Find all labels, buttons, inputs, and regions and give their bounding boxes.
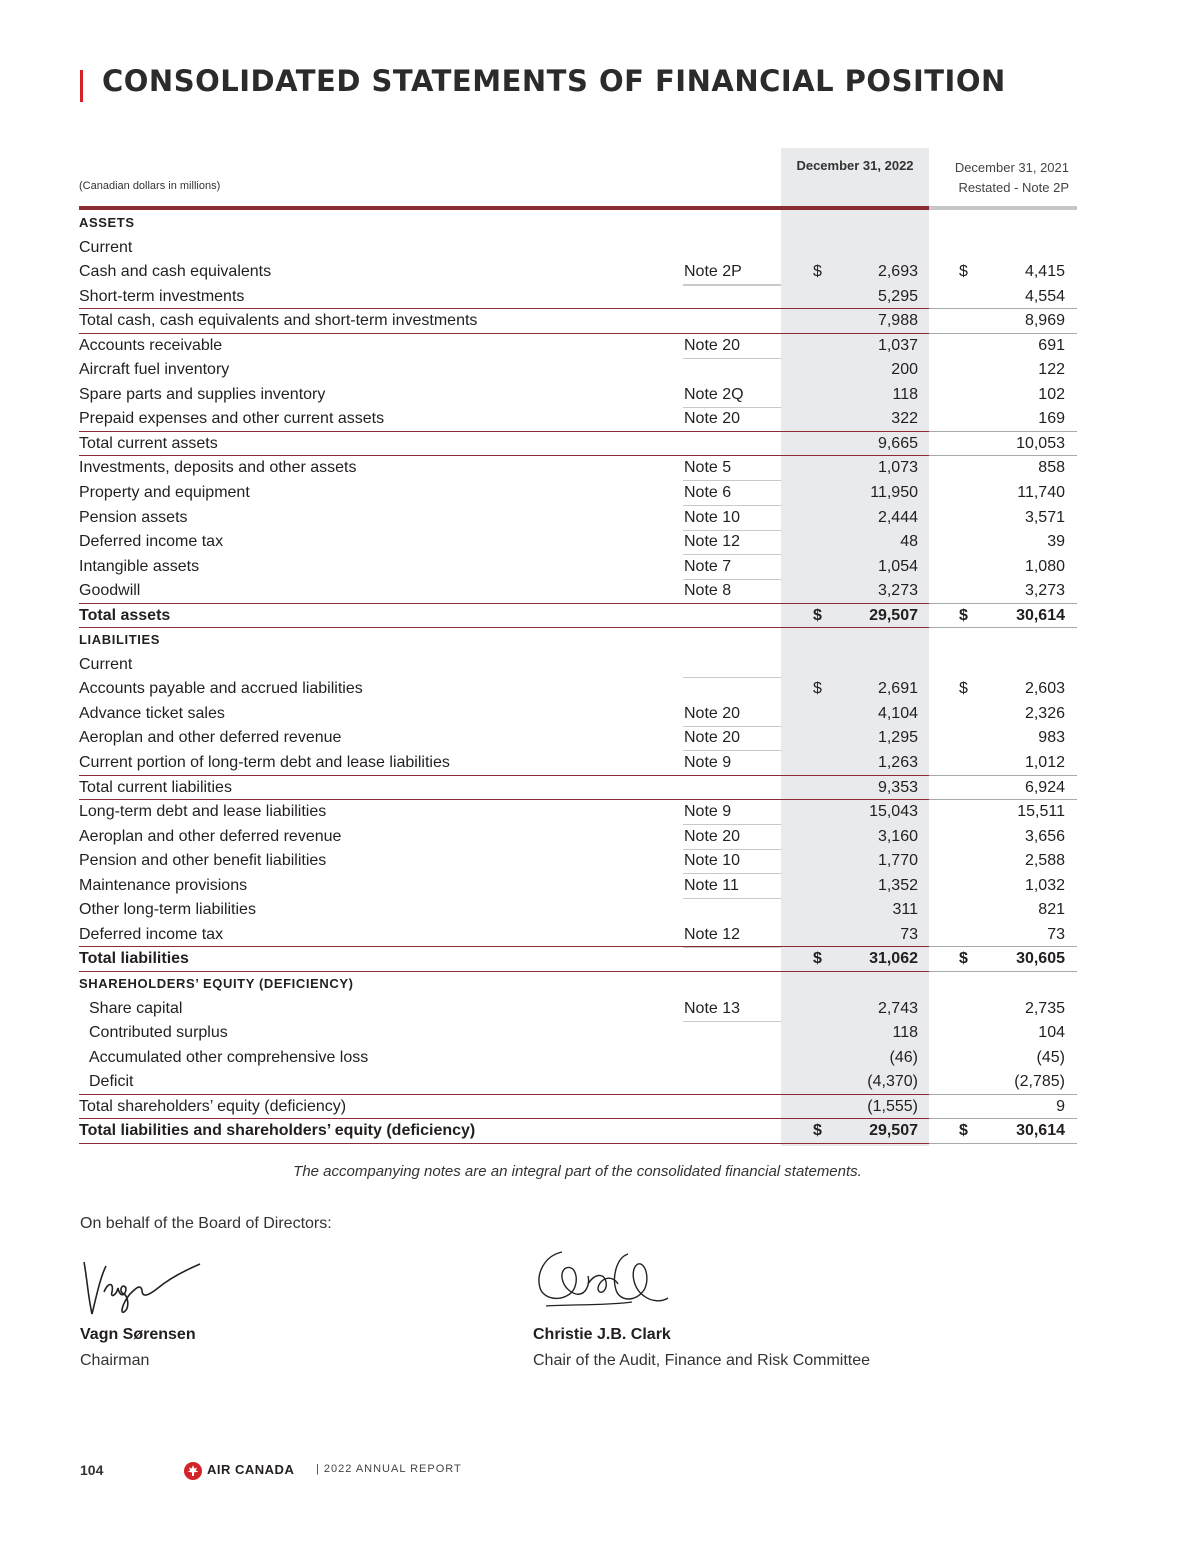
table-row xyxy=(79,849,1077,874)
row-label: Short-term investments xyxy=(79,287,245,305)
value-2021: 3,656 xyxy=(1024,827,1065,845)
row-label: Deferred income tax xyxy=(79,533,224,551)
value-2021: 1,032 xyxy=(1024,876,1065,894)
brand-name: AIR CANADA xyxy=(207,1462,295,1477)
row-label: Investments, deposits and other assets xyxy=(79,459,357,477)
value-2022: 29,507 xyxy=(869,1122,918,1140)
total-row xyxy=(79,1119,1077,1144)
row-label: ASSETS xyxy=(79,215,135,230)
section-heading xyxy=(79,972,1077,997)
table-row xyxy=(79,506,1077,531)
note-reference: Note 20 xyxy=(683,825,781,850)
value-2021: 30,605 xyxy=(1016,950,1065,968)
value-2021: 2,588 xyxy=(1024,852,1065,870)
value-2022: 5,295 xyxy=(877,287,918,305)
value-2021: 30,614 xyxy=(1016,1122,1065,1140)
table-row xyxy=(79,530,1077,555)
note-reference: Note 2Q xyxy=(683,383,781,408)
row-label: Current xyxy=(79,238,133,256)
value-2022: 4,104 xyxy=(877,704,918,722)
value-2021: (45) xyxy=(1036,1048,1065,1066)
value-2022: 2,444 xyxy=(877,508,918,526)
note-reference: Note 2P xyxy=(683,260,781,285)
value-2022: 2,693 xyxy=(877,263,918,281)
value-2021: 858 xyxy=(1038,459,1065,477)
section-heading xyxy=(79,211,1077,236)
note-reference xyxy=(683,358,781,359)
row-label: Accumulated other comprehensive loss xyxy=(89,1048,369,1066)
value-2022: 11,950 xyxy=(870,484,918,502)
row-label: LIABILITIES xyxy=(79,632,160,648)
title-accent-bar xyxy=(80,70,83,102)
value-2021: 2,326 xyxy=(1024,704,1065,722)
table-row xyxy=(79,702,1077,727)
table-row xyxy=(79,825,1077,850)
value-2021: 102 xyxy=(1038,385,1065,403)
table-row xyxy=(79,653,1077,678)
page-title: CONSOLIDATED STATEMENTS OF FINANCIAL POSITION xyxy=(102,64,1006,98)
signature-vagn-sorensen xyxy=(78,1248,208,1318)
row-label: Spare parts and supplies inventory xyxy=(79,385,326,403)
value-2022: 1,352 xyxy=(877,876,918,894)
row-label: Contributed surplus xyxy=(89,1024,228,1042)
table-row xyxy=(79,481,1077,506)
note-reference: Note 20 xyxy=(683,407,781,432)
statement-rows xyxy=(79,211,1077,1144)
value-2021: 11,740 xyxy=(1017,484,1065,502)
value-2022: 118 xyxy=(892,385,918,403)
note-reference: Note 10 xyxy=(683,849,781,874)
row-label: Deficit xyxy=(89,1073,134,1091)
currency-symbol-2022: $ xyxy=(813,950,822,968)
value-2022: 200 xyxy=(891,361,918,379)
value-2021: 821 xyxy=(1038,901,1065,919)
value-2022: 15,043 xyxy=(869,803,918,821)
signer-1-name: Vagn Sørensen xyxy=(80,1326,196,1343)
value-2021: 691 xyxy=(1038,336,1065,354)
table-row xyxy=(79,407,1077,432)
note-reference: Note 20 xyxy=(683,726,781,751)
note-reference: Note 5 xyxy=(683,456,781,481)
total-row xyxy=(79,309,1077,334)
value-2022: 1,054 xyxy=(877,557,918,575)
value-2022: 1,770 xyxy=(877,852,918,870)
note-reference xyxy=(683,898,781,899)
value-2021: 6,924 xyxy=(1024,778,1065,796)
financial-statement-table xyxy=(79,148,1077,1144)
note-reference xyxy=(683,677,781,678)
value-2021: 4,554 xyxy=(1024,287,1065,305)
total-row xyxy=(79,776,1077,801)
note-reference: Note 6 xyxy=(683,481,781,506)
value-2021: 983 xyxy=(1038,729,1065,747)
currency-symbol-2021: $ xyxy=(959,1122,968,1140)
value-2021: 4,415 xyxy=(1024,263,1065,281)
total-row xyxy=(79,432,1077,457)
table-row xyxy=(79,677,1077,702)
signer-1-role: Chairman xyxy=(80,1352,150,1369)
row-label: Aeroplan and other deferred revenue xyxy=(79,827,342,845)
table-row xyxy=(79,555,1077,580)
signature-christie-clark xyxy=(532,1244,672,1314)
value-2021: 10,053 xyxy=(1016,434,1065,452)
value-2022: 9,665 xyxy=(877,434,918,452)
table-row xyxy=(79,726,1077,751)
table-header xyxy=(79,148,1077,206)
table-row xyxy=(79,456,1077,481)
currency-symbol-2022: $ xyxy=(813,606,822,624)
value-2022: 322 xyxy=(891,410,918,428)
row-label: Total shareholders’ equity (deficiency) xyxy=(79,1097,347,1115)
value-2022: 73 xyxy=(900,925,918,943)
row-label: Total liabilities xyxy=(79,950,189,968)
note-reference: Note 13 xyxy=(683,997,781,1022)
value-2022: 48 xyxy=(900,533,918,551)
table-row xyxy=(79,285,1077,310)
air-canada-logo-icon xyxy=(183,1461,203,1481)
table-row xyxy=(79,898,1077,923)
note-reference: Note 9 xyxy=(683,800,781,825)
value-2021: 39 xyxy=(1047,533,1065,551)
value-2021: 2,735 xyxy=(1024,999,1065,1017)
signer-2-name: Christie J.B. Clark xyxy=(533,1326,671,1343)
table-row xyxy=(79,997,1077,1022)
row-label: Prepaid expenses and other current assets xyxy=(79,410,385,428)
table-row xyxy=(79,923,1077,948)
value-2022: 9,353 xyxy=(877,778,918,796)
row-label: Maintenance provisions xyxy=(79,876,248,894)
row-label: Pension assets xyxy=(79,508,188,526)
page-number: 104 xyxy=(80,1462,104,1478)
page-footer xyxy=(80,1462,580,1480)
row-label: Goodwill xyxy=(79,582,141,600)
value-2021: 1,080 xyxy=(1024,557,1065,575)
note-reference: Note 9 xyxy=(683,751,781,776)
row-label: Accounts payable and accrued liabilities xyxy=(79,680,363,698)
row-label: Total cash, cash equivalents and short-term investments xyxy=(79,312,478,330)
value-2021: 104 xyxy=(1038,1024,1065,1042)
value-2021: 15,511 xyxy=(1017,803,1065,821)
total-row xyxy=(79,1095,1077,1120)
note-reference: Note 12 xyxy=(683,530,781,555)
section-heading xyxy=(79,628,1077,653)
value-2022: 2,743 xyxy=(877,999,918,1017)
row-label: Current xyxy=(79,655,133,673)
value-2021: 8,969 xyxy=(1024,312,1065,330)
value-2022: 311 xyxy=(892,901,918,919)
value-2021: 9 xyxy=(1056,1097,1065,1115)
table-row xyxy=(79,358,1077,383)
currency-symbol-2021: $ xyxy=(959,263,968,281)
table-row xyxy=(79,874,1077,899)
value-2022: 3,160 xyxy=(877,827,918,845)
currency-symbol-2021: $ xyxy=(959,950,968,968)
value-2022: (46) xyxy=(889,1048,918,1066)
report-label: | 2022 ANNUAL REPORT xyxy=(316,1463,462,1475)
table-row xyxy=(79,334,1077,359)
value-2022: 3,273 xyxy=(877,582,918,600)
table-row xyxy=(79,800,1077,825)
table-row xyxy=(79,579,1077,604)
value-2021: 30,614 xyxy=(1016,606,1065,624)
table-row xyxy=(79,1046,1077,1071)
table-row xyxy=(79,260,1077,285)
board-intro: On behalf of the Board of Directors: xyxy=(80,1215,332,1232)
currency-symbol-2022: $ xyxy=(813,680,822,698)
row-label: Property and equipment xyxy=(79,484,250,502)
value-2022: 31,062 xyxy=(869,950,918,968)
currency-symbol-2021: $ xyxy=(959,680,968,698)
column-header-2021-restated: Restated - Note 2P xyxy=(958,180,1069,195)
note-reference: Note 20 xyxy=(683,334,781,359)
note-reference xyxy=(683,285,781,286)
value-2021: 1,012 xyxy=(1024,754,1065,772)
signer-2-role: Chair of the Audit, Finance and Risk Committee xyxy=(533,1352,871,1369)
note-reference: Note 20 xyxy=(683,702,781,727)
value-2021: 3,571 xyxy=(1024,508,1065,526)
row-label: Share capital xyxy=(89,999,183,1017)
total-row xyxy=(79,604,1077,629)
value-2022: 118 xyxy=(892,1024,918,1042)
footnote: The accompanying notes are an integral part of the consolidated financial statements. xyxy=(293,1163,862,1180)
note-reference: Note 11 xyxy=(683,874,781,899)
row-label: Advance ticket sales xyxy=(79,704,225,722)
row-label: SHAREHOLDERS’ EQUITY (DEFICIENCY) xyxy=(79,975,354,991)
note-reference: Note 8 xyxy=(683,579,781,604)
value-2021: 73 xyxy=(1047,925,1065,943)
units-label: (Canadian dollars in millions) xyxy=(79,180,221,192)
value-2022: 1,263 xyxy=(877,754,918,772)
value-2022: 1,073 xyxy=(877,459,918,477)
value-2021: 169 xyxy=(1038,410,1065,428)
total-row xyxy=(79,947,1077,972)
value-2022: (1,555) xyxy=(867,1097,918,1115)
table-row xyxy=(79,236,1077,261)
value-2022: 29,507 xyxy=(869,606,918,624)
value-2022: 1,037 xyxy=(877,336,918,354)
row-label: Cash and cash equivalents xyxy=(79,263,272,281)
row-label: Aircraft fuel inventory xyxy=(79,361,230,379)
row-label: Pension and other benefit liabilities xyxy=(79,852,327,870)
row-label: Total current liabilities xyxy=(79,778,232,796)
row-label: Total current assets xyxy=(79,434,218,452)
note-reference: Note 7 xyxy=(683,555,781,580)
value-2021: 122 xyxy=(1038,361,1065,379)
column-header-2022: December 31, 2022 xyxy=(796,158,914,173)
row-label: Accounts receivable xyxy=(79,336,223,354)
row-label: Other long-term liabilities xyxy=(79,901,256,919)
column-header-2021-date: December 31, 2021 xyxy=(954,160,1069,175)
note-reference: Note 10 xyxy=(683,506,781,531)
value-2021: (2,785) xyxy=(1014,1073,1065,1091)
table-row xyxy=(79,383,1077,408)
table-row xyxy=(79,751,1077,776)
row-label: Total liabilities and shareholders’ equity (deficiency) xyxy=(79,1122,476,1140)
currency-symbol-2022: $ xyxy=(813,263,822,281)
value-2021: 3,273 xyxy=(1024,582,1065,600)
value-2022: 1,295 xyxy=(877,729,918,747)
currency-symbol-2022: $ xyxy=(813,1122,822,1140)
row-label: Intangible assets xyxy=(79,557,200,575)
row-label: Long-term debt and lease liabilities xyxy=(79,803,327,821)
value-2022: (4,370) xyxy=(867,1073,918,1091)
table-row xyxy=(79,1021,1077,1046)
value-2022: 2,691 xyxy=(877,680,918,698)
currency-symbol-2021: $ xyxy=(959,606,968,624)
row-label: Aeroplan and other deferred revenue xyxy=(79,729,342,747)
row-label: Total assets xyxy=(79,606,171,624)
value-2022: 7,988 xyxy=(877,312,918,330)
note-reference: Note 12 xyxy=(683,923,781,948)
row-label: Deferred income tax xyxy=(79,925,224,943)
table-row xyxy=(79,1070,1077,1095)
row-label: Current portion of long-term debt and lease liabilities xyxy=(79,754,450,772)
column-header-2021 xyxy=(929,158,1069,198)
value-2021: 2,603 xyxy=(1024,680,1065,698)
